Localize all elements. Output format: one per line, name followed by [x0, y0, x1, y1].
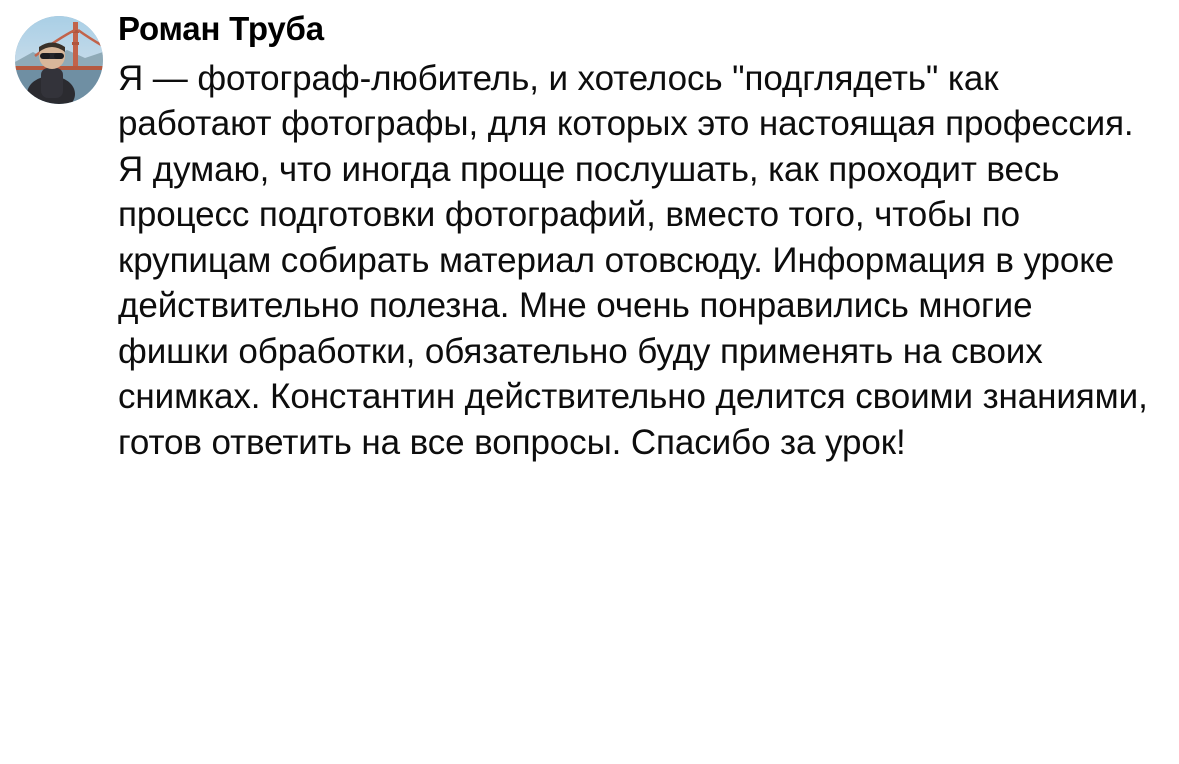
review-content — [118, 10, 1179, 465]
user-photo-avatar-icon — [15, 16, 103, 104]
avatar[interactable] — [15, 16, 103, 104]
avatar-container — [0, 10, 118, 104]
review-author-name: Роман Труба — [118, 10, 324, 47]
review-text: Я — фотограф-любитель, и хотелось "подглядеть" как работают фотографы, для которых это настоящая профессия. Я думаю, что иногда проще послушать, как проходит весь процесс подготовки фотографий, вместо того, чтобы по крупицам собирать материал отовсюду. Информация в уроке действительно полезна. Мне очень понравились многие фишки обработки, обязательно буду применять на своих снимках. Константин действительно делится своими знаниями, готов ответить на все вопросы. Спасибо за урок! — [118, 58, 1148, 462]
